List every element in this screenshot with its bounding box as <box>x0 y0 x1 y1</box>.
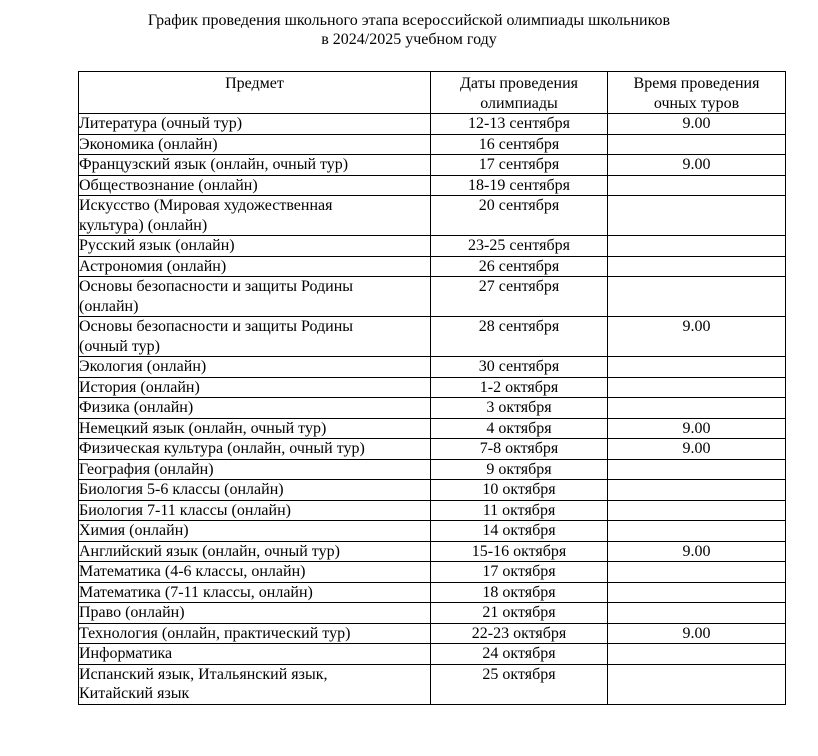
date-cell: 3 октября <box>431 398 608 419</box>
time-cell <box>608 175 786 196</box>
table-row <box>79 664 786 704</box>
date-cell: 27 сентября <box>431 277 608 317</box>
time-cell <box>608 521 786 542</box>
date-cell: 10 октября <box>431 480 608 501</box>
time-cell <box>608 196 786 236</box>
time-cell <box>608 134 786 155</box>
subject-cell: Информатика <box>79 644 431 665</box>
subject-cell: Французский язык (онлайн, очный тур) <box>79 155 431 176</box>
olympiad-schedule-table <box>78 71 786 705</box>
date-cell: 24 октября <box>431 644 608 665</box>
table-row <box>79 155 786 176</box>
time-cell: 9.00 <box>608 317 786 357</box>
date-cell: 17 сентября <box>431 155 608 176</box>
date-cell: 20 сентября <box>431 196 608 236</box>
table-row <box>79 644 786 665</box>
table-row <box>79 480 786 501</box>
time-cell <box>608 500 786 521</box>
time-cell <box>608 398 786 419</box>
subject-cell: Астрономия (онлайн) <box>79 256 431 277</box>
subject-cell: Биология 5-6 классы (онлайн) <box>79 480 431 501</box>
date-cell: 26 сентября <box>431 256 608 277</box>
time-cell <box>608 377 786 398</box>
subject-cell: Обществознание (онлайн) <box>79 175 431 196</box>
date-cell: 12-13 сентября <box>431 114 608 135</box>
table-row <box>79 236 786 257</box>
subject-cell: Физическая культура (онлайн, очный тур) <box>79 439 431 460</box>
table-row <box>79 357 786 378</box>
table-body <box>79 114 786 705</box>
subject-cell: Физика (онлайн) <box>79 398 431 419</box>
date-cell: 25 октября <box>431 664 608 704</box>
table-row <box>79 623 786 644</box>
subject-cell: Биология 7-11 классы (онлайн) <box>79 500 431 521</box>
title-line-2: в 2024/2025 учебном году <box>321 31 497 48</box>
table-row <box>79 500 786 521</box>
date-cell: 28 сентября <box>431 317 608 357</box>
header-subject: Предмет <box>79 72 431 114</box>
time-cell: 9.00 <box>608 439 786 460</box>
time-cell <box>608 480 786 501</box>
date-cell: 7-8 октября <box>431 439 608 460</box>
table-header-row <box>79 72 786 114</box>
date-cell: 1-2 октября <box>431 377 608 398</box>
table-row <box>79 377 786 398</box>
time-cell <box>608 357 786 378</box>
date-cell: 22-23 октября <box>431 623 608 644</box>
document-title <box>0 11 818 49</box>
table-row <box>79 196 786 236</box>
time-cell <box>608 459 786 480</box>
table-row <box>79 603 786 624</box>
subject-cell: Математика (7-11 классы, онлайн) <box>79 582 431 603</box>
table-row <box>79 459 786 480</box>
time-cell: 9.00 <box>608 623 786 644</box>
time-cell <box>608 644 786 665</box>
table-row <box>79 277 786 317</box>
subject-cell: Русский язык (онлайн) <box>79 236 431 257</box>
table-row <box>79 562 786 583</box>
date-cell: 16 сентября <box>431 134 608 155</box>
subject-cell: Математика (4-6 классы, онлайн) <box>79 562 431 583</box>
subject-cell: География (онлайн) <box>79 459 431 480</box>
date-cell: 11 октября <box>431 500 608 521</box>
header-time: Время проведения очных туров <box>608 72 786 114</box>
subject-cell: Технология (онлайн, практический тур) <box>79 623 431 644</box>
date-cell: 18 октября <box>431 582 608 603</box>
time-cell <box>608 664 786 704</box>
subject-cell: Испанский язык, Итальянский язык, Китайский язык <box>79 664 431 704</box>
date-cell: 14 октября <box>431 521 608 542</box>
table-row <box>79 582 786 603</box>
subject-cell: Основы безопасности и защиты Родины (онлайн) <box>79 277 431 317</box>
date-cell: 18-19 сентября <box>431 175 608 196</box>
header-dates: Даты проведения олимпиады <box>431 72 608 114</box>
subject-cell: Экология (онлайн) <box>79 357 431 378</box>
subject-cell: Немецкий язык (онлайн, очный тур) <box>79 418 431 439</box>
subject-cell: Химия (онлайн) <box>79 521 431 542</box>
time-cell: 9.00 <box>608 114 786 135</box>
table-row <box>79 134 786 155</box>
title-line-1: График проведения школьного этапа всероссийской олимпиады школьников <box>147 12 671 29</box>
date-cell: 30 сентября <box>431 357 608 378</box>
date-cell: 15-16 октября <box>431 541 608 562</box>
subject-cell: Экономика (онлайн) <box>79 134 431 155</box>
time-cell <box>608 256 786 277</box>
date-cell: 21 октября <box>431 603 608 624</box>
subject-cell: Основы безопасности и защиты Родины (очный тур) <box>79 317 431 357</box>
table-row <box>79 398 786 419</box>
date-cell: 17 октября <box>431 562 608 583</box>
subject-cell: Искусство (Мировая художественная культура) (онлайн) <box>79 196 431 236</box>
time-cell <box>608 236 786 257</box>
time-cell: 9.00 <box>608 155 786 176</box>
time-cell: 9.00 <box>608 418 786 439</box>
date-cell: 9 октября <box>431 459 608 480</box>
table-row <box>79 317 786 357</box>
table-row <box>79 418 786 439</box>
time-cell <box>608 603 786 624</box>
table-row <box>79 114 786 135</box>
time-cell: 9.00 <box>608 541 786 562</box>
time-cell <box>608 582 786 603</box>
date-cell: 4 октября <box>431 418 608 439</box>
table-row <box>79 256 786 277</box>
table-row <box>79 439 786 460</box>
subject-cell: Английский язык (онлайн, очный тур) <box>79 541 431 562</box>
table-row <box>79 521 786 542</box>
date-cell: 23-25 сентября <box>431 236 608 257</box>
time-cell <box>608 277 786 317</box>
time-cell <box>608 562 786 583</box>
subject-cell: Право (онлайн) <box>79 603 431 624</box>
table-row <box>79 541 786 562</box>
subject-cell: Литература (очный тур) <box>79 114 431 135</box>
subject-cell: История (онлайн) <box>79 377 431 398</box>
table-row <box>79 175 786 196</box>
